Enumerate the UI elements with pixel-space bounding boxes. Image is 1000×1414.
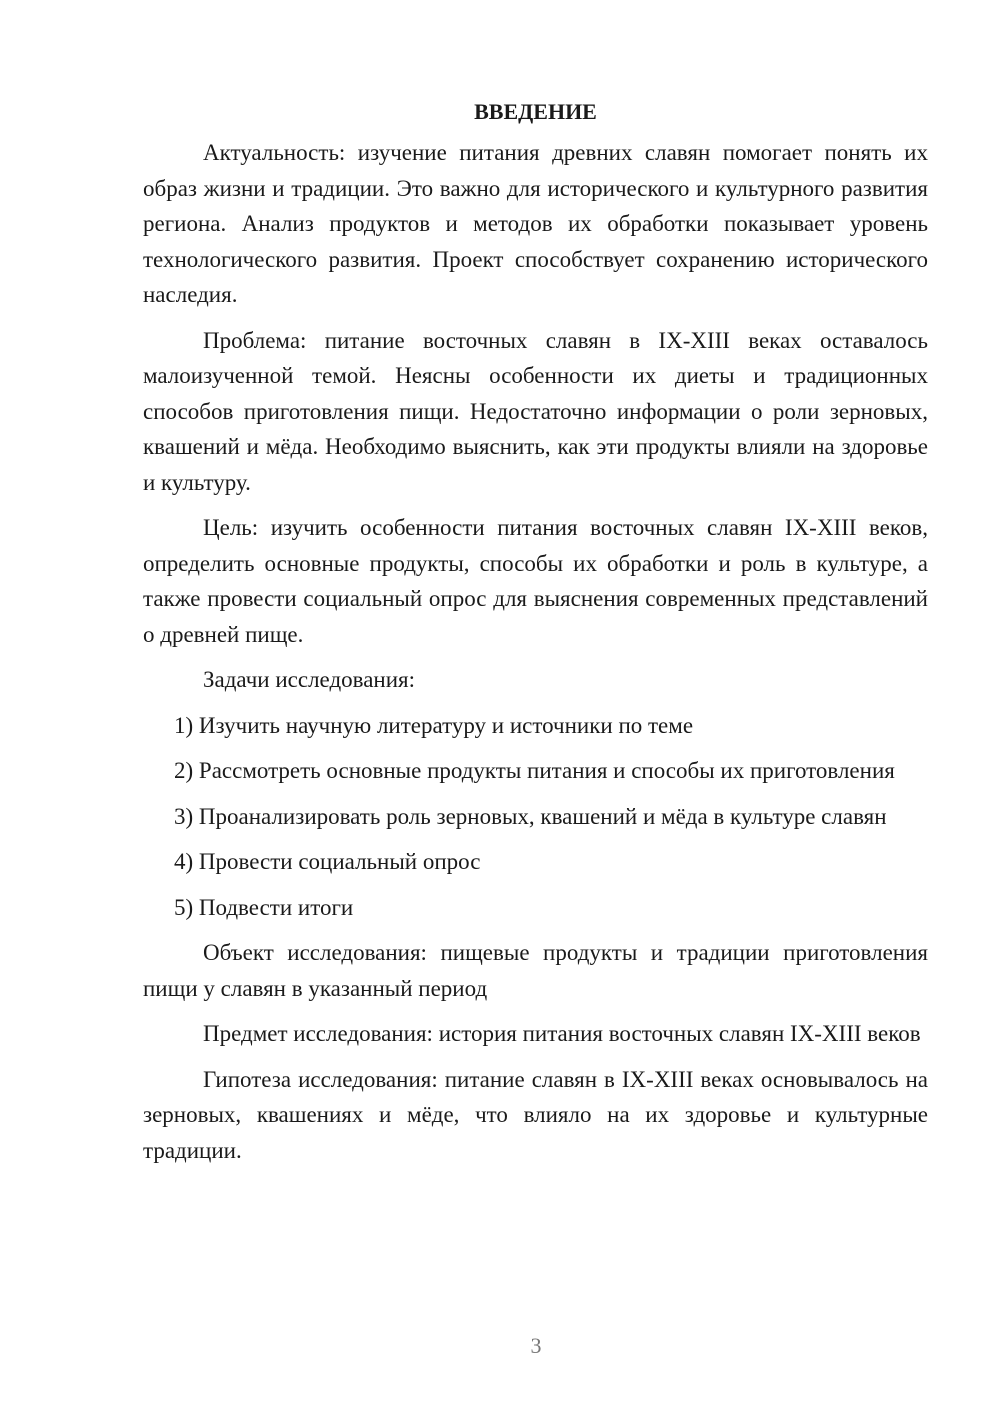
tasks-heading: Задачи исследования: (203, 667, 416, 692)
paragraph-subject: Предмет исследования: история питания восточных славян IX-XIII веков (203, 1021, 921, 1046)
paragraph-hypothesis: Гипотеза исследования: питание славян в IX-XIII веках основывалось на зерновых, квашениях и мёде, что влияло на их здоровье и культурные традиции. (143, 1066, 928, 1163)
page-title: ВВЕДЕНИЕ (474, 99, 597, 124)
paragraph-problem: Проблема: питание восточных славян в IX-XIII веках оставалось малоизученной темой. Неясны особенности их диеты и традиционных способов приготовления пищи. Недостаточно информации о роли зерновых, квашений и мёда. Необходимо выяснить, как эти продукты влияли на здоровье и культуру. (143, 327, 928, 495)
paragraph-object: Объект исследования: пищевые продукты и традиции приготовления пищи у славян в указанный период (143, 940, 928, 1001)
paragraph-relevance: Актуальность: изучение питания древних славян помогает понять их образ жизни и традиции. Это важно для исторического и культурного развития региона. Анализ продуктов и методов их обработки показывает уровень технологического развития. Проект способствует сохранению исторического наследия. (143, 140, 928, 307)
list-item: 5) Подвести итоги (174, 894, 354, 920)
list-item: 2) Рассмотреть основные продукты питания и способы их приготовления (174, 758, 895, 783)
list-item: 3) Проанализировать роль зерновых, квашений и мёда в культуре славян (174, 803, 887, 829)
paragraph-goal: Цель: изучить особенности питания восточных славян IX-XIII веков, определить основные продукты, способы их обработки и роль в культуре, а также провести социальный опрос для выяснения современных представлений о древней пище. (143, 515, 928, 647)
page-content (143, 94, 928, 1168)
list-item: 4) Провести социальный опрос (174, 849, 481, 874)
list-item: 1) Изучить научную литературу и источники по теме (174, 712, 694, 738)
page-number: 3 (530, 1333, 542, 1358)
tasks-list (143, 708, 928, 926)
